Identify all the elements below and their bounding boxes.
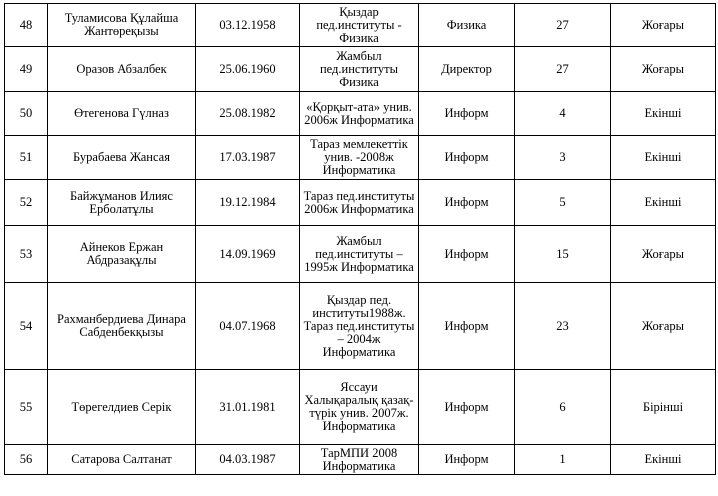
subject-cell: Информ — [419, 370, 515, 445]
experience-years-cell: 1 — [515, 445, 611, 475]
table-row — [5, 4, 716, 47]
row-number-cell: 54 — [5, 283, 48, 370]
experience-years-cell: 27 — [515, 47, 611, 92]
qualification-category-cell: Жоғары — [611, 47, 716, 92]
birth-date-cell: 25.08.1982 — [196, 92, 300, 136]
subject-cell: Информ — [419, 445, 515, 475]
teacher-name-cell: Сатарова Салтанат — [48, 445, 196, 475]
education-cell: Тараз мемлекеттік унив. -2008ж Информатика — [300, 136, 419, 180]
education-cell: ТарМПИ 2008 Информатика — [300, 445, 419, 475]
education-cell: Қыздар пед. институты1988ж. Тараз пед.институты – 2004ж Информатика — [300, 283, 419, 370]
qualification-category-cell: Екінші — [611, 180, 716, 226]
row-number-cell: 56 — [5, 445, 48, 475]
table-body — [5, 4, 716, 475]
table-row — [5, 92, 716, 136]
education-cell: Жамбыл пед.институты Физика — [300, 47, 419, 92]
qualification-category-cell: Жоғары — [611, 226, 716, 283]
teacher-name-cell: Туламисова Құлайша Жантөреқызы — [48, 4, 196, 47]
teacher-name-cell: Айнеков Ержан Абдразақұлы — [48, 226, 196, 283]
qualification-category-cell: Жоғары — [611, 4, 716, 47]
education-cell: Яссауи Халықаралық қазақ-түрік унив. 2007ж. Информатика — [300, 370, 419, 445]
experience-years-cell: 27 — [515, 4, 611, 47]
subject-cell: Информ — [419, 283, 515, 370]
education-cell: Тараз пед.институты 2006ж Информатика — [300, 180, 419, 226]
birth-date-cell: 19.12.1984 — [196, 180, 300, 226]
experience-years-cell: 23 — [515, 283, 611, 370]
birth-date-cell: 14.09.1969 — [196, 226, 300, 283]
experience-years-cell: 6 — [515, 370, 611, 445]
teacher-name-cell: Бурабаева Жансая — [48, 136, 196, 180]
teacher-name-cell: Рахманбердиева Динара Сабденбекқызы — [48, 283, 196, 370]
experience-years-cell: 5 — [515, 180, 611, 226]
experience-years-cell: 15 — [515, 226, 611, 283]
qualification-category-cell: Бірінші — [611, 370, 716, 445]
subject-cell: Физика — [419, 4, 515, 47]
staff-table — [4, 3, 716, 475]
experience-years-cell: 3 — [515, 136, 611, 180]
education-cell: Жамбыл пед.институты – 1995ж Информатика — [300, 226, 419, 283]
subject-cell: Информ — [419, 136, 515, 180]
row-number-cell: 48 — [5, 4, 48, 47]
teacher-name-cell: Төрегелдиев Серік — [48, 370, 196, 445]
teacher-name-cell: Оразов Абзалбек — [48, 47, 196, 92]
education-cell: Қыздар пед.институты - Физика — [300, 4, 419, 47]
row-number-cell: 50 — [5, 92, 48, 136]
table-row — [5, 226, 716, 283]
birth-date-cell: 25.06.1960 — [196, 47, 300, 92]
qualification-category-cell: Екінші — [611, 445, 716, 475]
subject-cell: Директор — [419, 47, 515, 92]
teacher-name-cell: Байжұманов Илияс Ерболатұлы — [48, 180, 196, 226]
row-number-cell: 51 — [5, 136, 48, 180]
table-row — [5, 136, 716, 180]
row-number-cell: 55 — [5, 370, 48, 445]
birth-date-cell: 04.03.1987 — [196, 445, 300, 475]
subject-cell: Информ — [419, 226, 515, 283]
row-number-cell: 49 — [5, 47, 48, 92]
birth-date-cell: 04.07.1968 — [196, 283, 300, 370]
row-number-cell: 53 — [5, 226, 48, 283]
qualification-category-cell: Екінші — [611, 92, 716, 136]
subject-cell: Информ — [419, 180, 515, 226]
education-cell: «Қорқыт-ата» унив. 2006ж Информатика — [300, 92, 419, 136]
subject-cell: Информ — [419, 92, 515, 136]
row-number-cell: 52 — [5, 180, 48, 226]
birth-date-cell: 03.12.1958 — [196, 4, 300, 47]
table-row — [5, 47, 716, 92]
birth-date-cell: 31.01.1981 — [196, 370, 300, 445]
table-row — [5, 180, 716, 226]
experience-years-cell: 4 — [515, 92, 611, 136]
birth-date-cell: 17.03.1987 — [196, 136, 300, 180]
table-row — [5, 283, 716, 370]
teacher-name-cell: Өтегенова Гүлназ — [48, 92, 196, 136]
qualification-category-cell: Екінші — [611, 136, 716, 180]
table-row — [5, 370, 716, 445]
table-row — [5, 445, 716, 475]
qualification-category-cell: Жоғары — [611, 283, 716, 370]
